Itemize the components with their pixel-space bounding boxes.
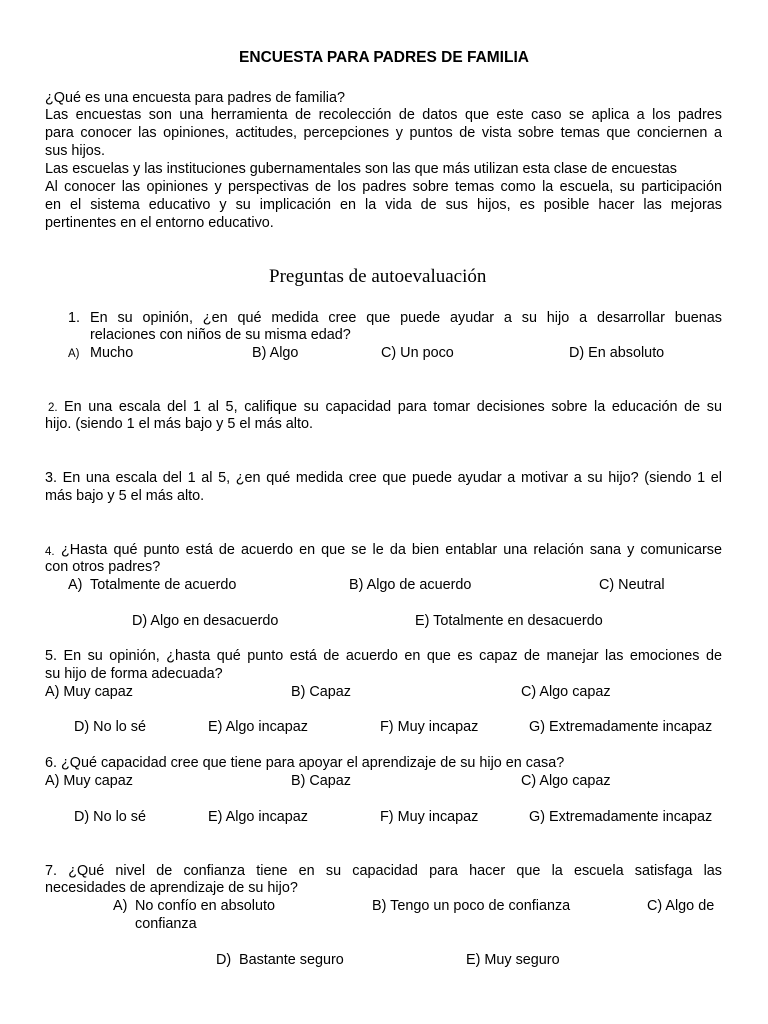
option: G) Extremadamente incapaz [529, 719, 713, 735]
question-text: con otros padres? [45, 559, 161, 575]
option: D) Algo en desacuerdo [132, 613, 279, 629]
section-title: Preguntas de autoevaluación [269, 266, 487, 287]
question-text: más bajo y 5 el más alto. [45, 488, 205, 504]
option-marker: D) [216, 952, 232, 968]
option: No confío en absoluto [135, 898, 276, 914]
option: E) Muy seguro [466, 952, 560, 968]
question-number: 4. [45, 546, 55, 558]
option: B) Algo [252, 345, 299, 361]
question-number: 2. [48, 402, 58, 414]
option: D) No lo sé [74, 719, 146, 735]
intro-paragraph-line: Las escuelas y las instituciones gubernamentales son las que más utilizan esta clase de encuestas [45, 161, 677, 177]
option: E) Algo incapaz [208, 809, 308, 825]
option: B) Algo de acuerdo [349, 577, 472, 593]
option: C) Un poco [381, 345, 454, 361]
intro-question: ¿Qué es una encuesta para padres de familia? [45, 90, 345, 106]
option: A) Muy capaz [45, 773, 133, 789]
intro-paragraph-line: pertinentes en el entorno educativo. [45, 215, 274, 231]
option: F) Muy incapaz [380, 809, 479, 825]
option: C) Algo capaz [521, 684, 611, 700]
option: Bastante seguro [239, 952, 344, 968]
question-number: 1. [68, 310, 81, 326]
question-text: 7. ¿Qué nivel de confianza tiene en su capacidad para hacer que la escuela satisfaga las [45, 863, 722, 879]
option: F) Muy incapaz [380, 719, 479, 735]
intro-paragraph-line: para conocer las opiniones, actitudes, percepciones y puntos de vista sobre temas que conciernen a [45, 125, 722, 141]
question-text: necesidades de aprendizaje de su hijo? [45, 880, 298, 896]
question-text: 3. En una escala del 1 al 5, ¿en qué medida cree que puede ayudar a motivar a su hijo? (siendo 1 el [45, 470, 722, 486]
option: B) Tengo un poco de confianza [372, 898, 571, 914]
option: confianza [135, 916, 197, 932]
intro-paragraph-line: en el sistema educativo y su implicación en la vida de sus hijos, es posible hacer las mejoras [45, 197, 722, 213]
option: B) Capaz [291, 684, 351, 700]
question-text: hijo. (siendo 1 el más bajo y 5 el más alto. [45, 416, 313, 432]
option: E) Totalmente en desacuerdo [415, 613, 603, 629]
option: Mucho [90, 345, 134, 361]
question-text: 6. ¿Qué capacidad cree que tiene para apoyar el aprendizaje de su hijo en casa? [45, 755, 565, 771]
option: Totalmente de acuerdo [90, 577, 237, 593]
intro-paragraph-line: Al conocer las opiniones y perspectivas de los padres sobre temas como la escuela, su participación [45, 179, 722, 195]
option: D) En absoluto [569, 345, 665, 361]
option: C) Neutral [599, 577, 665, 593]
option: B) Capaz [291, 773, 351, 789]
question-text: ¿Hasta qué punto está de acuerdo en que se le da bien entablar una relación sana y comunicarse [61, 542, 722, 558]
option: C) Algo de [647, 898, 715, 914]
document-title: ENCUESTA PARA PADRES DE FAMILIA [239, 49, 529, 66]
question-text: relaciones con niños de su misma edad? [90, 327, 351, 343]
option: E) Algo incapaz [208, 719, 308, 735]
question-text: En una escala del 1 al 5, califique su capacidad para tomar decisiones sobre la educación de su [64, 399, 722, 415]
option: G) Extremadamente incapaz [529, 809, 713, 825]
option-marker: A) [68, 577, 83, 593]
intro-paragraph-line: Las encuestas son una herramienta de recolección de datos que este caso se aplica a los padres [45, 107, 722, 123]
intro-paragraph-line: sus hijos. [45, 143, 105, 159]
question-text: su hijo de forma adecuada? [45, 666, 223, 682]
option-marker: A) [68, 348, 80, 360]
question-text: 5. En su opinión, ¿hasta qué punto está de acuerdo en que es capaz de manejar las emociones de [45, 648, 722, 664]
question-text: En su opinión, ¿en qué medida cree que puede ayudar a su hijo a desarrollar buenas [90, 310, 722, 326]
option: C) Algo capaz [521, 773, 611, 789]
option: A) Muy capaz [45, 684, 133, 700]
option: D) No lo sé [74, 809, 146, 825]
option-marker: A) [113, 898, 128, 914]
